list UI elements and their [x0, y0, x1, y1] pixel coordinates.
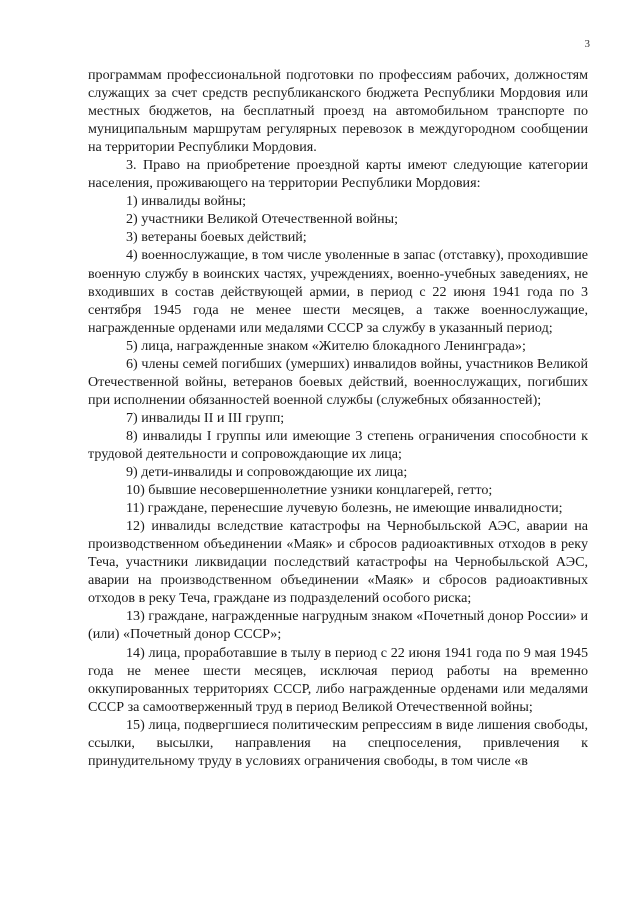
list-item-4: 4) военнослужащие, в том числе уволенные в запас (отставку), проходившие военную службу в воинских частях, учреждениях, военно-учебных заведениях, не входивших в состав действующей армии, в период с 22 июня 1941 года по 3 сентября 1945 года не менее шести месяцев, а также военнослужащие, награжденные орденами или медалями СССР за службу в указанный период;	[88, 247, 588, 336]
list-item-3: 3) ветераны боевых действий;	[126, 229, 307, 246]
list-item-12: 12) инвалиды вследствие катастрофы на Чернобыльской АЭС, аварии на производственном объединении «Маяк» и сбросов радиоактивных отходов в реку Теча, участники ликвидации последствий катастрофы на Чернобыльской АЭС, аварии на производственном объединении «Маяк» и сбросов радиоактивных отходов в реку Теча, граждане из подразделений особого риска;	[88, 518, 588, 607]
list-item-10: 10) бывшие несовершеннолетние узники концлагерей, гетто;	[126, 482, 493, 499]
list-item-11: 11) граждане, перенесшие лучевую болезнь, не имеющие инвалидности;	[126, 500, 563, 517]
paragraph-continuation: программам профессиональной подготовки по профессиям рабочих, должностям служащих за счет средств республиканского бюджета Республики Мордовия или местных бюджетов, на бесплатный проезд на автомобильном транспорте по муниципальным маршрутам регулярных перевозок в междугородном сообщении на территории Республики Мордовия.	[88, 67, 588, 156]
paragraph-section-3: 3. Право на приобретение проездной карты имеют следующие категории населения, проживающего на территории Республики Мордовия:	[88, 157, 588, 192]
list-item-8: 8) инвалиды I группы или имеющие 3 степень ограничения способности к трудовой деятельности и сопровождающие их лица;	[88, 427, 588, 462]
list-item-6: 6) члены семей погибших (умерших) инвалидов войны, участников Великой Отечественной войны, ветеранов боевых действий, военнослужащих, погибших при исполнении обязанностей военной службы (служебных обязанностей);	[88, 355, 588, 408]
list-item-2: 2) участники Великой Отечественной войны;	[126, 211, 398, 228]
list-item-9: 9) дети-инвалиды и сопровождающие их лица;	[126, 464, 408, 481]
page-number: 3	[584, 38, 590, 50]
list-item-5: 5) лица, награжденные знаком «Жителю блокадного Ленинграда»;	[126, 337, 526, 354]
list-item-15: 15) лица, подвергшиеся политическим репрессиям в виде лишения свободы, ссылки, высылки, направления на спецпоселения, привлечения к принудительному труду в условиях ограничения свободы, в том числе «в	[88, 716, 588, 769]
list-item-14: 14) лица, проработавшие в тылу в период с 22 июня 1941 года по 9 мая 1945 года не менее шести месяцев, исключая период работы на временно оккупированных территориях СССР, либо награжденные орденами или медалями СССР за самоотверженный труд в период Великой Отечественной войны;	[88, 644, 588, 715]
list-item-1: 1) инвалиды войны;	[126, 193, 247, 210]
list-item-7: 7) инвалиды II и III групп;	[126, 409, 285, 426]
list-item-13: 13) граждане, награжденные нагрудным знаком «Почетный донор России» и (или) «Почетный донор СССР»;	[88, 608, 588, 643]
document-body	[88, 66, 588, 770]
